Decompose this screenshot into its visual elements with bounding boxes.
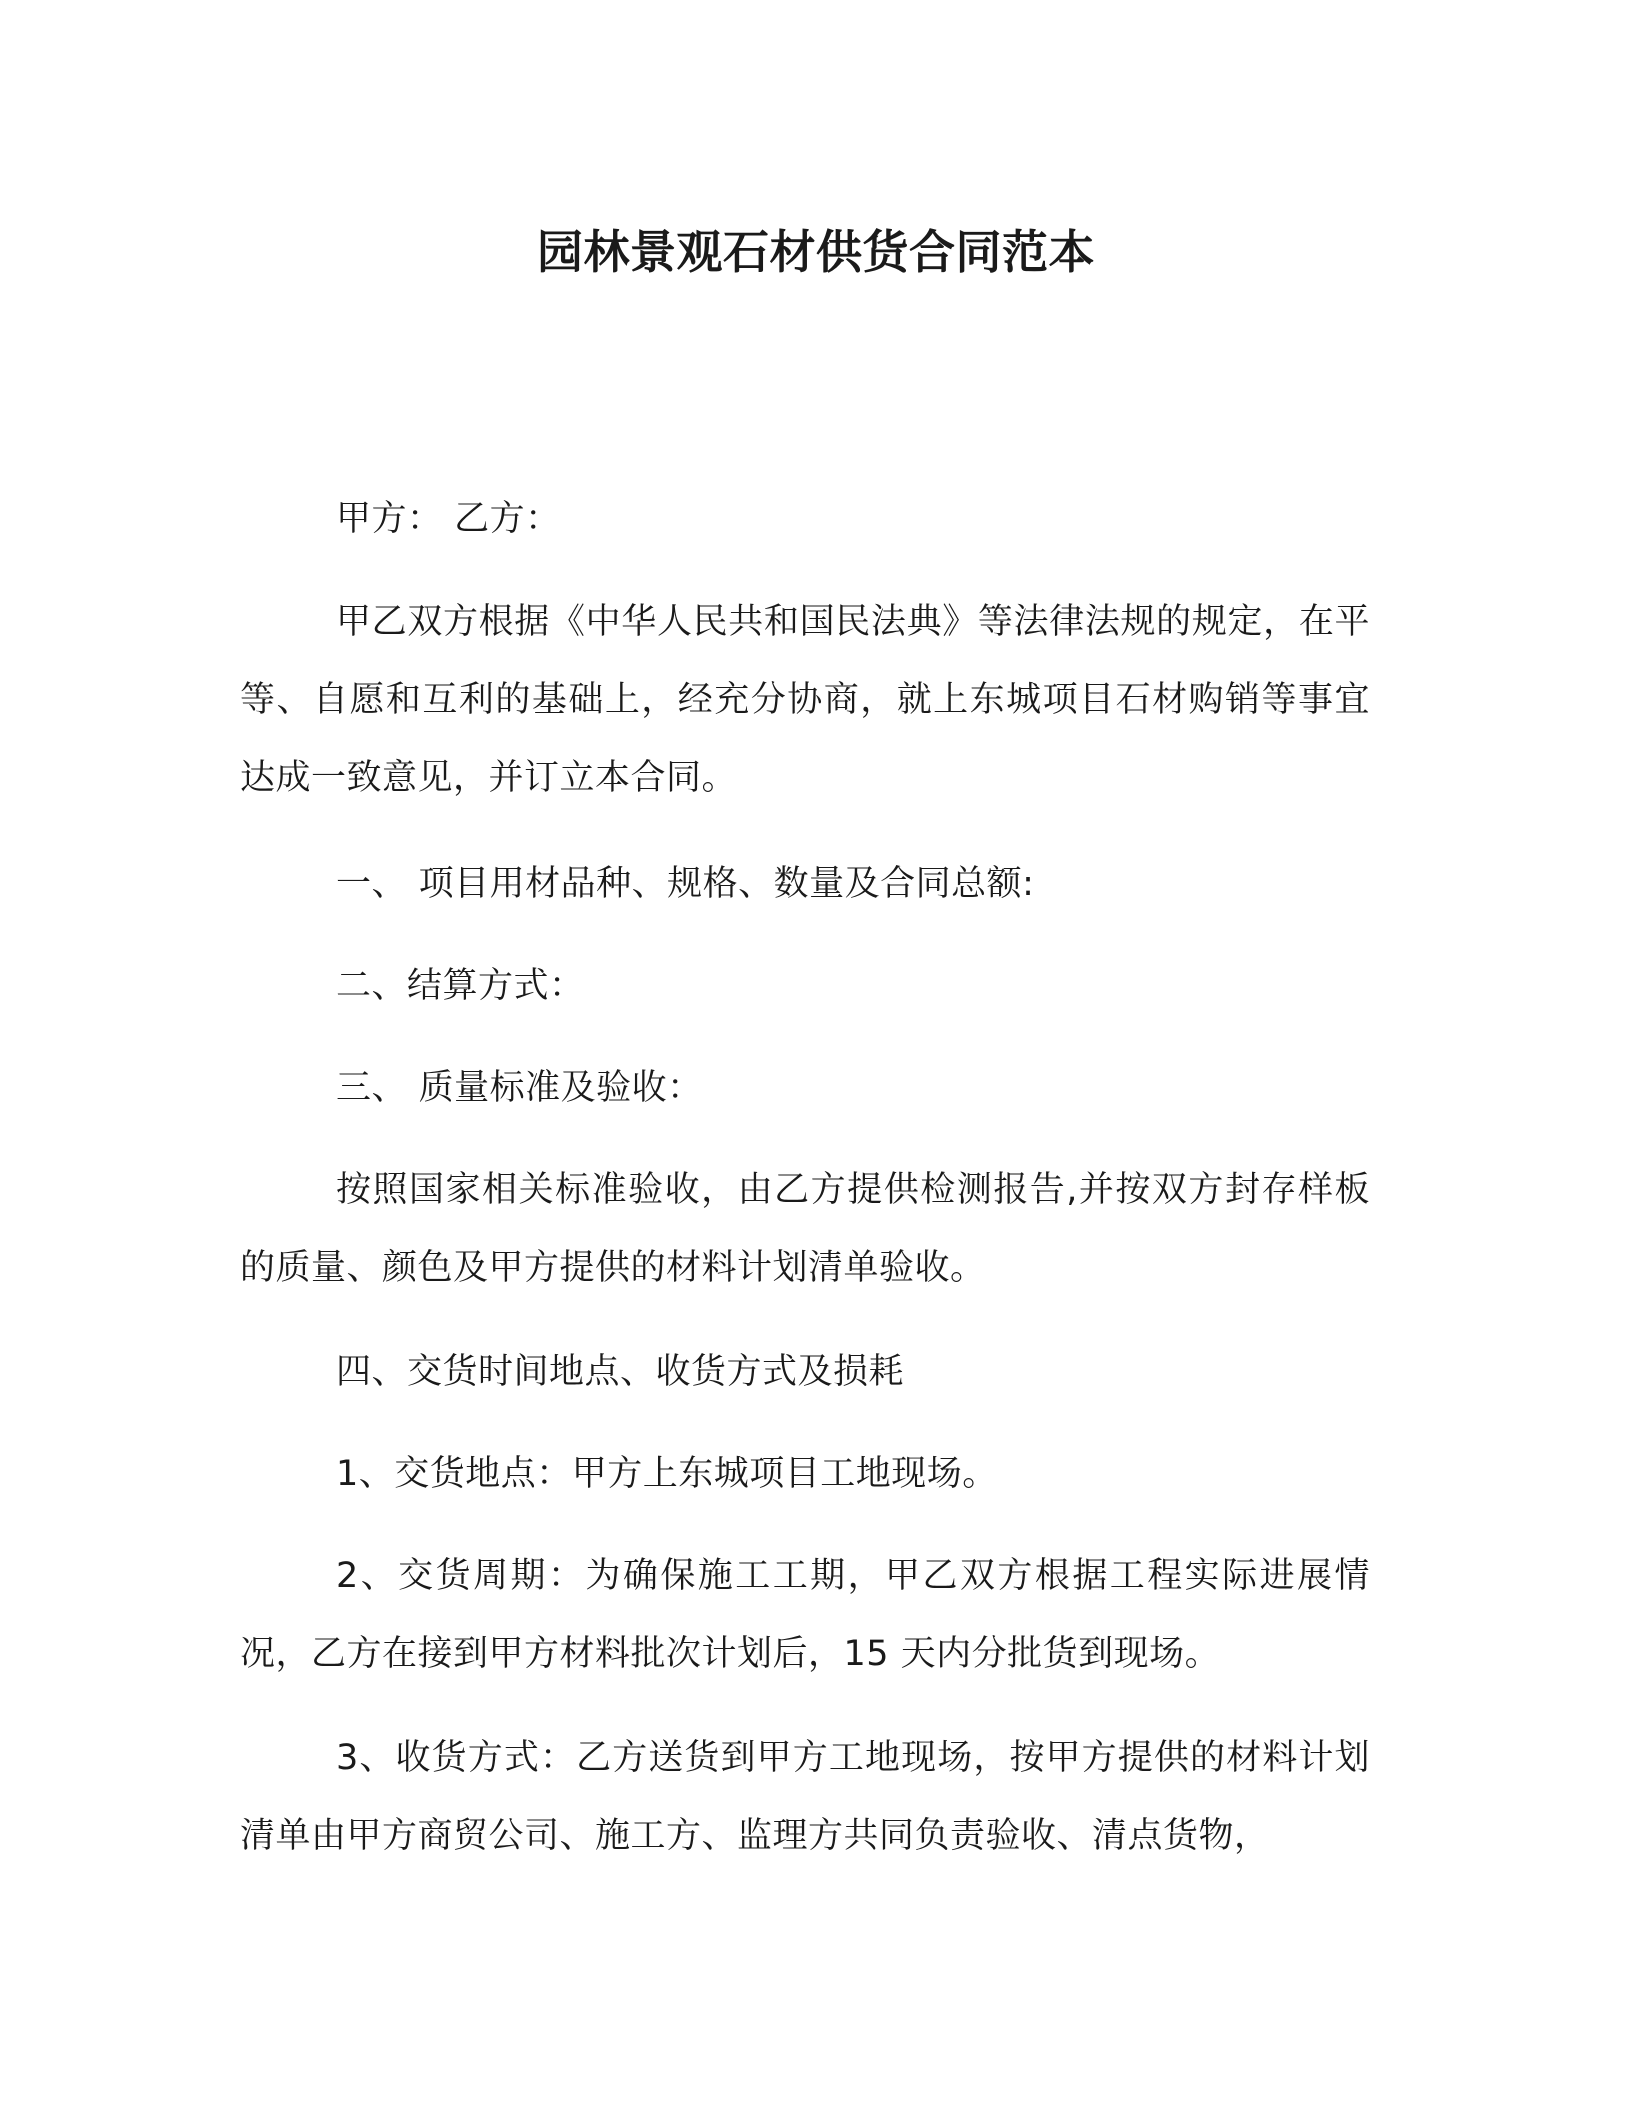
preamble-paragraph: 甲乙双方根据《中华人民共和国民法典》等法律法规的规定，在平等、自愿和互利的基础上，经充分协商，就上东城项目石材购销等事宜达成一致意见，并订立本合同。 — [240, 602, 1370, 798]
section-1-heading: 一、 项目用材品种、规格、数量及合同总额: — [336, 864, 1035, 904]
delivery-period-item: 2、交货周期：为确保施工工期，甲乙双方根据工程实际进展情况，乙方在接到甲方材料批次计划后，15 天内分批货到现场。 — [240, 1556, 1370, 1674]
section-3-heading: 三、 质量标准及验收： — [336, 1068, 703, 1108]
section-4-heading: 四、交货时间地点、收货方式及损耗 — [336, 1352, 905, 1392]
document-title: 园林景观石材供货合同范本 — [537, 225, 1095, 279]
parties-line: 甲方： 乙方： — [336, 499, 561, 539]
quality-paragraph: 按照国家相关标准验收，由乙方提供检测报告,并按双方封存样板的质量、颜色及甲方提供的材料计划清单验收。 — [240, 1170, 1370, 1288]
section-2-heading: 二、结算方式： — [336, 966, 585, 1006]
delivery-location-item: 1、交货地点：甲方上东城项目工地现场。 — [336, 1454, 998, 1494]
receiving-method-item: 3、收货方式：乙方送货到甲方工地现场，按甲方提供的材料计划清单由甲方商贸公司、施工方、监理方共同负责验收、清点货物， — [240, 1738, 1370, 1856]
